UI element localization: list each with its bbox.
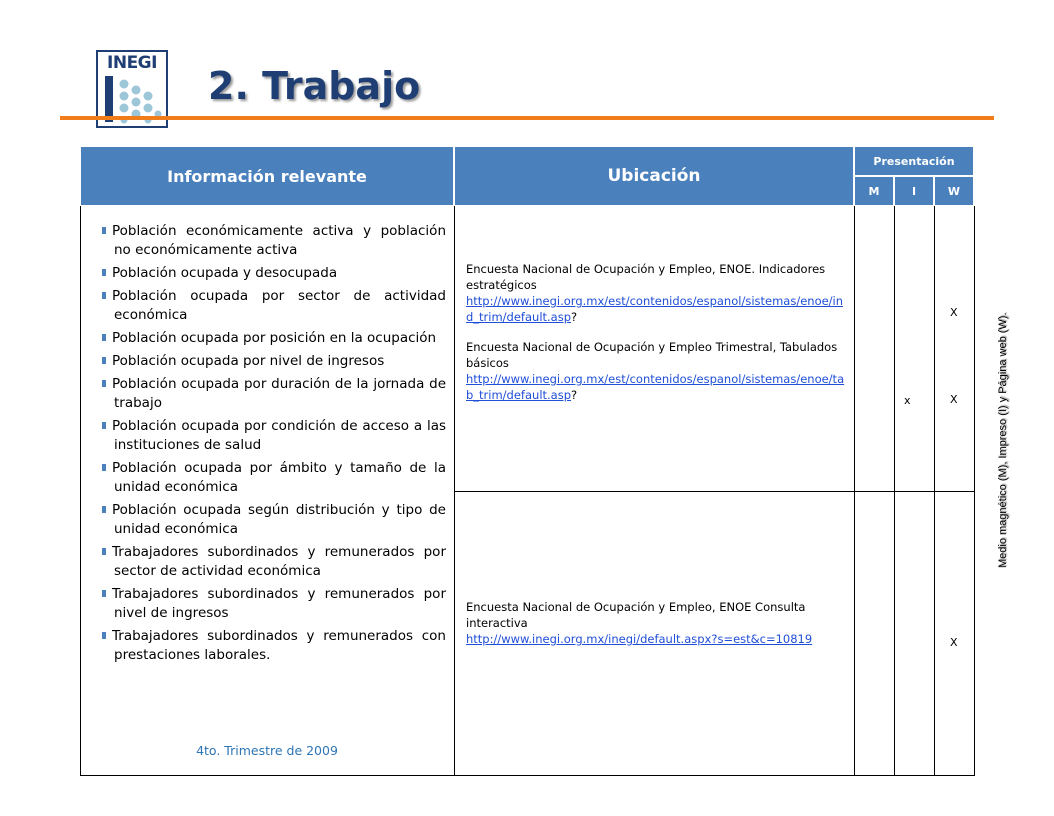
list-item [102,417,446,455]
bullet-icon [102,506,106,513]
column-header-info [80,146,454,206]
ubicacion-row-1 [466,261,850,403]
list-item [102,264,446,283]
column-header-info-label: Información relevante [167,166,367,186]
column-header-ubicacion [454,146,854,206]
link-suffix: ? [571,310,578,324]
mark-i: x [904,394,911,407]
header-divider [60,116,994,120]
bullet-icon [102,227,106,234]
source-text: Encuesta Nacional de Ocupación y Empleo, ENOE. Indicadores estratégicos [466,262,826,292]
list-item [102,375,446,413]
list-item-text: Población ocupada por ámbito y tamaño de la unidad económica [112,460,446,495]
source-text: Encuesta Nacional de Ocupación y Empleo, ENOE Consulta interactiva [466,600,806,630]
mark-w: X [950,636,958,649]
list-item-text: Población económicamente activa y población no económicamente activa [112,223,446,258]
bullet-icon [102,464,106,471]
mark-w: X [950,393,958,406]
link-suffix: ? [571,388,578,402]
source-link-row [466,631,850,647]
source-link[interactable]: http://www.inegi.org.mx/inegi/default.aspx?s=est&c=10819 [466,632,813,646]
source-link-row [466,371,850,403]
list-item [102,287,446,325]
bullet-icon [102,334,106,341]
list-item-text: Población ocupada y desocupada [112,265,338,281]
source-link[interactable]: http://www.inegi.org.mx/est/contenidos/espanol/sistemas/enoe/tab_trim/default.asp [466,372,845,402]
side-note: Medio magnético (M), Impreso (I) y Página web (W). [997,312,1009,568]
column-header-m [854,176,894,206]
list-item [102,501,446,539]
column-header-w [934,176,974,206]
list-item-text: Población ocupada por duración de la jornada de trabajo [112,376,446,411]
list-item [102,627,446,665]
list-item [102,222,446,260]
list-item-text: Trabajadores subordinados y remunerados por sector de actividad económica [112,544,446,579]
list-item [102,459,446,497]
list-item-text: Trabajadores subordinados y remunerados por nivel de ingresos [112,586,446,621]
list-item [102,543,446,581]
column-header-i-label: I [911,184,917,198]
row-divider [454,491,975,492]
bullet-icon [102,590,106,597]
bullet-icon [102,548,106,555]
source-text: Encuesta Nacional de Ocupación y Empleo Trimestral, Tabulados básicos [466,340,838,370]
list-item [102,329,446,348]
column-header-w-label: W [947,184,961,198]
ubicacion-row-2 [466,599,850,647]
bullet-icon [102,422,106,429]
list-item-text: Población ocupada por nivel de ingresos [112,353,385,369]
list-item [102,352,446,371]
mark-w: X [950,306,958,319]
date-note: 4to. Trimestre de 2009 [196,743,338,758]
source-link[interactable]: http://www.inegi.org.mx/est/contenidos/espanol/sistemas/enoe/ind_trim/default.asp [466,294,844,324]
column-header-m-label: M [868,184,880,198]
table-border [80,775,975,776]
list-item-text: Población ocupada según distribución y tipo de unidad económica [112,502,446,537]
bullet-icon [102,632,106,639]
page-title: 2. Trabajo [208,64,421,108]
column-header-ubicacion-label: Ubicación [607,166,701,186]
column-header-presentacion-label: Presentación [873,154,955,168]
source-link-row [466,293,850,325]
bullet-icon [102,380,106,387]
bullet-icon [102,357,106,364]
list-item-text: Población ocupada por condición de acceso a las instituciones de salud [112,418,446,453]
column-header-i [894,176,934,206]
column-header-presentacion [854,146,974,176]
table-border [80,206,81,776]
list-item-text: Trabajadores subordinados y remunerados con prestaciones laborales. [112,628,446,663]
bullet-icon [102,292,106,299]
list-item-text: Población ocupada por sector de actividad económica [112,288,446,323]
info-list [102,222,446,669]
list-item-text: Población ocupada por posición en la ocupación [112,330,437,346]
list-item [102,585,446,623]
logo-text: INEGI [107,53,157,73]
bullet-icon [102,269,106,276]
